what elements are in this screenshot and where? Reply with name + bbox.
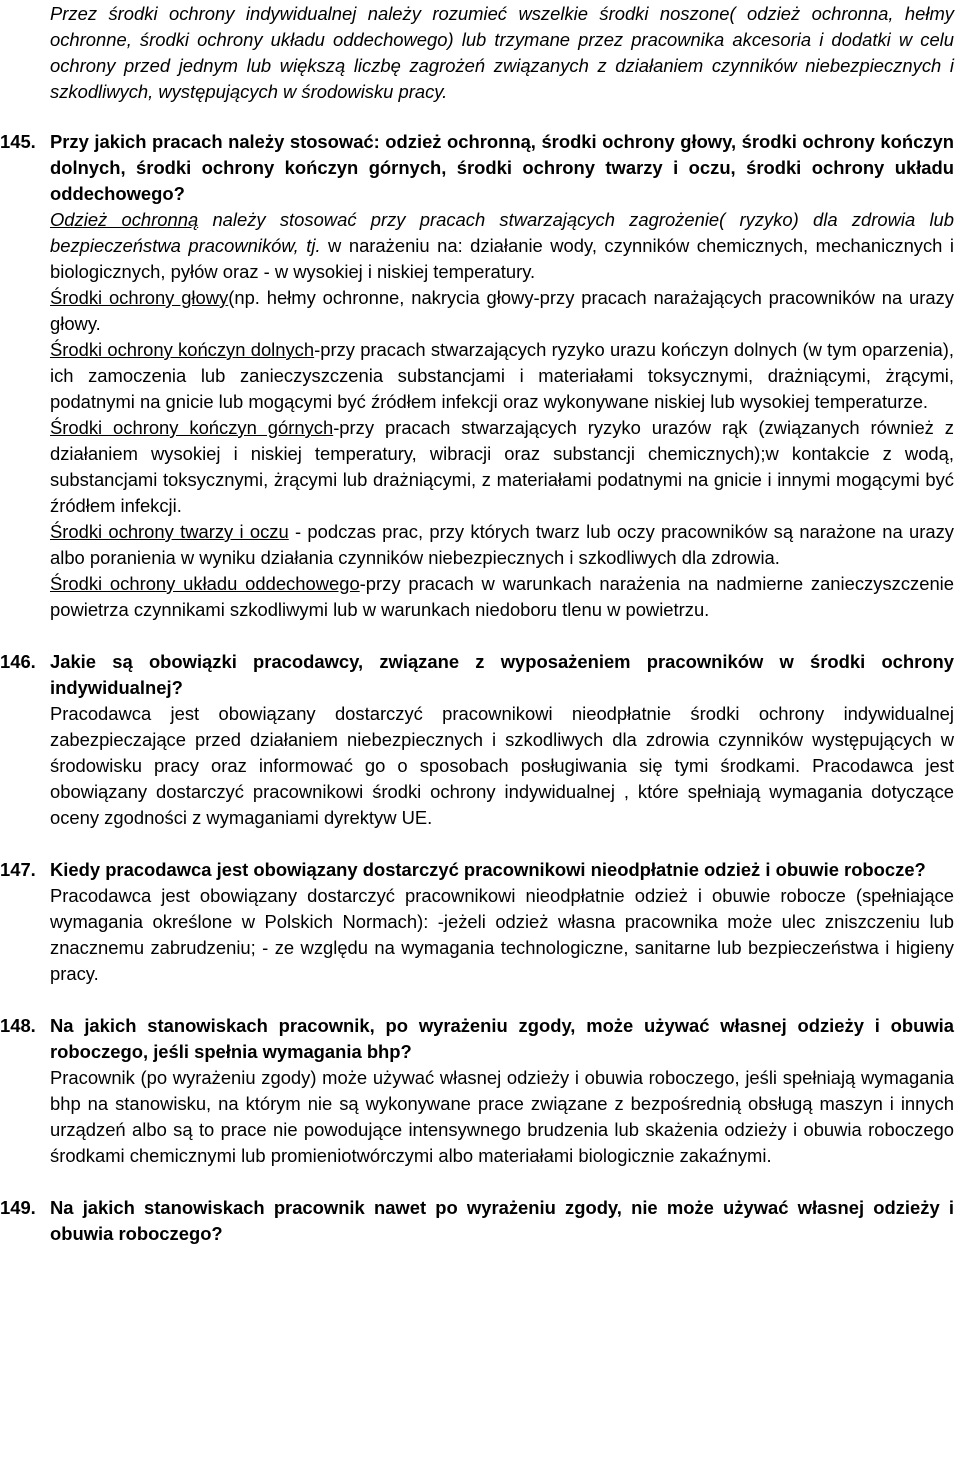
answer-face-eye-protection — [50, 519, 954, 571]
question-146 — [0, 649, 954, 831]
question-number: 149. — [0, 1197, 36, 1218]
answer-upper-limb-protection — [50, 415, 954, 519]
question-number: 146. — [0, 651, 36, 672]
question-number: 145. — [0, 131, 36, 152]
answer-text: -przy pracach stwarzających ryzyko urazu kończyn dolnych (w tym oparzenia), ich zamoczenia lub zanieczyszczenia substancjami i materiałami toksycznymi, drażniącymi, żrącymi, podatnymi na gnicie lub mogącymi być źródłem infekcji oraz wykonywane niskiej lub wysokiej temperaturze. — [50, 339, 954, 412]
question-148 — [0, 1013, 954, 1169]
question-number: 147. — [0, 859, 36, 880]
answer-lower-limb-protection — [50, 337, 954, 415]
question-148-text — [0, 1013, 954, 1065]
term-head-protection: Środki ochrony głowy — [50, 287, 229, 308]
term-protective-clothing: Odzież ochronną — [50, 209, 199, 230]
question-145-text — [0, 129, 954, 207]
question-text: Jakie są obowiązki pracodawcy, związane z wyposażeniem pracowników w środki ochrony indywidualnej? — [50, 651, 954, 698]
answer-146: Pracodawca jest obowiązany dostarczyć pracownikowi nieodpłatnie środki ochrony indywidualnej zabezpieczające przed działaniem niebezpiecznych i szkodliwych dla zdrowia czynników występujących w środowisku pracy oraz informować go o sposobach posługiwania się tymi środkami. Pracodawca jest obowiązany dostarczyć pracownikowi środki ochrony indywidualnej , które spełniają wymagania dotyczące oceny zgodności z wymaganiami dyrektyw UE. — [50, 703, 954, 828]
question-149-text — [0, 1195, 954, 1247]
answer-text: w narażeniu na: działanie wody, czynników chemicznych, mechanicznych i biologicznych, pyłów oraz - w wysokiej i niskiej temperatury. — [50, 235, 954, 282]
question-text: Na jakich stanowiskach pracownik nawet po wyrażeniu zgody, nie może używać własnej odzieży i obuwia roboczego? — [50, 1197, 954, 1244]
answer-147: Pracodawca jest obowiązany dostarczyć pracownikowi nieodpłatnie odzież i obuwie robocze (spełniające wymagania określone w Polskich Normach): -jeżeli odzież własna pracownika może ulec zniszczeniu lub znacznemu zabrudzeniu; - ze względu na wymagania technologiczne, sanitarne lub bezpieczeństwa i higieny pracy. — [50, 885, 954, 984]
question-149 — [0, 1195, 954, 1247]
answer-text: -przy pracach stwarzających ryzyko urazów rąk (związanych również z działaniem wysokiej i niskiej temperatury, wibracji oraz substancji chemicznych);w kontakcie z wodą, substancjami toksycznymi, żrącymi lub drażniącymi, z materiałami podatnymi na gnicie i innymi mogącymi być źródłem infekcji. — [50, 417, 954, 516]
question-145 — [0, 129, 954, 623]
question-147 — [0, 857, 954, 987]
term-face-eye-protection: Środki ochrony twarzy i oczu — [50, 521, 289, 542]
term-respiratory-protection: Środki ochrony układu oddechowego — [50, 573, 360, 594]
answer-text: -przy pracach w warunkach narażenia na nadmierne zanieczyszczenie powietrza czynnikami szkodliwymi lub w warunkach niedoboru tlenu w powietrzu. — [50, 573, 954, 620]
question-text: Przy jakich pracach należy stosować: odzież ochronną, środki ochrony głowy, środki ochrony kończyn dolnych, środki ochrony kończyn górnych, środki ochrony twarzy i oczu, środki ochrony układu oddechowego? — [50, 131, 954, 204]
answer-text: (np. hełmy ochronne, nakrycia głowy-przy pracach narażających pracowników na urazy głowy. — [50, 287, 954, 334]
term-lower-limb-protection: Środki ochrony kończyn dolnych — [50, 339, 315, 360]
question-147-text — [0, 857, 954, 883]
answer-head-protection — [50, 285, 954, 337]
answer-148: Pracownik (po wyrażeniu zgody) może używać własnej odzieży i obuwia roboczego, jeśli spełniają wymagania bhp na stanowisku, na którym nie są wykonywane prace związane z bezpośrednią obsługą maszyn i innych urządzeń albo są to prace nie powodujące intensywnego brudzenia lub skażenia odzieży i obuwia roboczego środkami chemicznymi lub promieniotwórczymi albo materiałami biologicznie zakaźnymi. — [50, 1067, 954, 1166]
answer-protective-clothing — [50, 207, 954, 285]
question-146-text — [0, 649, 954, 701]
answer-text: należy stosować przy pracach stwarzających zagrożenie( ryzyko) dla zdrowia lub bezpieczeństwa pracowników, tj. — [50, 209, 954, 256]
intro-paragraph: Przez środki ochrony indywidualnej należy rozumieć wszelkie środki noszone( odzież ochronna, hełmy ochronne, środki ochrony układu oddechowego) lub trzymane przez pracownika akcesoria i dodatki w celu ochrony przed jednym lub większą liczbę zagrożeń związanych z działaniem czynników niebezpiecznych i szkodliwych, występujących w środowisku pracy. — [50, 3, 954, 102]
question-text: Na jakich stanowiskach pracownik, po wyrażeniu zgody, może używać własnej odzieży i obuwia roboczego, jeśli spełnia wymagania bhp? — [50, 1015, 954, 1062]
question-text: Kiedy pracodawca jest obowiązany dostarczyć pracownikowi nieodpłatnie odzież i obuwie robocze? — [50, 859, 926, 880]
question-number: 148. — [0, 1015, 36, 1036]
answer-respiratory-protection — [50, 571, 954, 623]
term-upper-limb-protection: Środki ochrony kończyn górnych — [50, 417, 334, 438]
answer-text: - podczas prac, przy których twarz lub oczy pracowników są narażone na urazy albo poranienia w wyniku działania czynników niebezpiecznych i szkodliwych dla zdrowia. — [50, 521, 954, 568]
